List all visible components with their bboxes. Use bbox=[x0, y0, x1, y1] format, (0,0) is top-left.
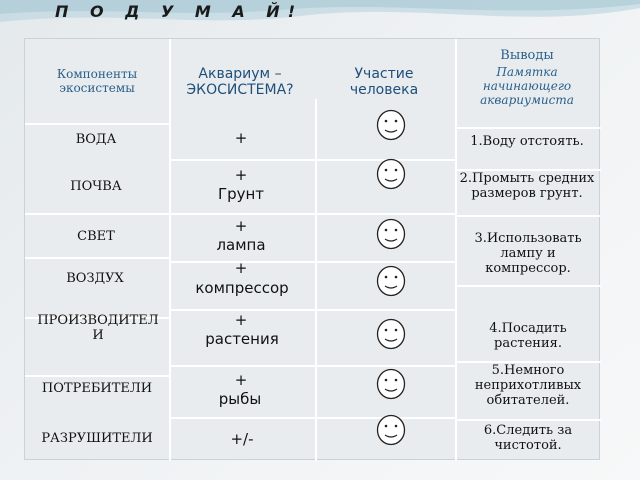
aquarium-light-text: лампа bbox=[216, 236, 266, 254]
aquarium-soil-text: Грунт bbox=[217, 185, 265, 203]
smiley-face-icon bbox=[376, 414, 406, 446]
conclusion-3: 3.Использовать лампу и компрессор. bbox=[474, 231, 582, 276]
aquarium-light-sign: + bbox=[234, 217, 248, 235]
component-soil: ПОЧВА bbox=[70, 179, 122, 194]
aquarium-consumers-text: рыбы bbox=[218, 390, 262, 408]
header-memo: Памятка начинающего аквариумиста bbox=[480, 65, 574, 107]
header-aquarium: Аквариум – ЭКОСИСТЕМА? bbox=[186, 66, 294, 99]
conclusion-6: 6.Следить за чистотой. bbox=[483, 423, 573, 453]
header-conclusions: Выводы bbox=[500, 48, 554, 63]
smiley-face-icon bbox=[376, 109, 406, 141]
aquarium-producers-sign: + bbox=[234, 311, 248, 329]
conclusion-4: 4.Посадить растения. bbox=[489, 321, 567, 351]
component-consumers: ПОТРЕБИТЕЛИ bbox=[41, 381, 153, 396]
header-participation: Участие человека bbox=[349, 66, 419, 99]
smiley-face-icon bbox=[376, 218, 406, 250]
aquarium-producers-text: растения bbox=[205, 330, 279, 348]
smiley-face-icon bbox=[376, 318, 406, 350]
aquarium-air-sign: + bbox=[234, 259, 248, 277]
header-components: Компоненты экосистемы bbox=[56, 67, 138, 95]
aquarium-decomposers-sign: +/- bbox=[230, 430, 254, 448]
smiley-face-icon bbox=[376, 158, 406, 190]
component-water: ВОДА bbox=[75, 132, 117, 147]
aquarium-soil-sign: + bbox=[234, 166, 248, 184]
component-light: СВЕТ bbox=[77, 229, 115, 244]
smiley-face-icon bbox=[376, 265, 406, 297]
component-air: ВОЗДУХ bbox=[66, 271, 124, 286]
smiley-face-icon bbox=[376, 368, 406, 400]
conclusion-5: 5.Немного неприхотливых обитателей. bbox=[474, 363, 582, 408]
conclusion-2: 2.Промыть средних размеров грунт. bbox=[459, 171, 595, 201]
component-producers: ПРОИЗВОДИТЕЛИ bbox=[37, 313, 159, 343]
component-decomposers: РАЗРУШИТЕЛИ bbox=[41, 431, 153, 446]
aquarium-water-sign: + bbox=[234, 129, 248, 147]
aquarium-air-text: компрессор bbox=[195, 279, 289, 297]
conclusion-1: 1.Воду отстоять. bbox=[470, 134, 584, 149]
page-title: П О Д У М А Й! bbox=[55, 2, 303, 21]
aquarium-consumers-sign: + bbox=[234, 371, 248, 389]
